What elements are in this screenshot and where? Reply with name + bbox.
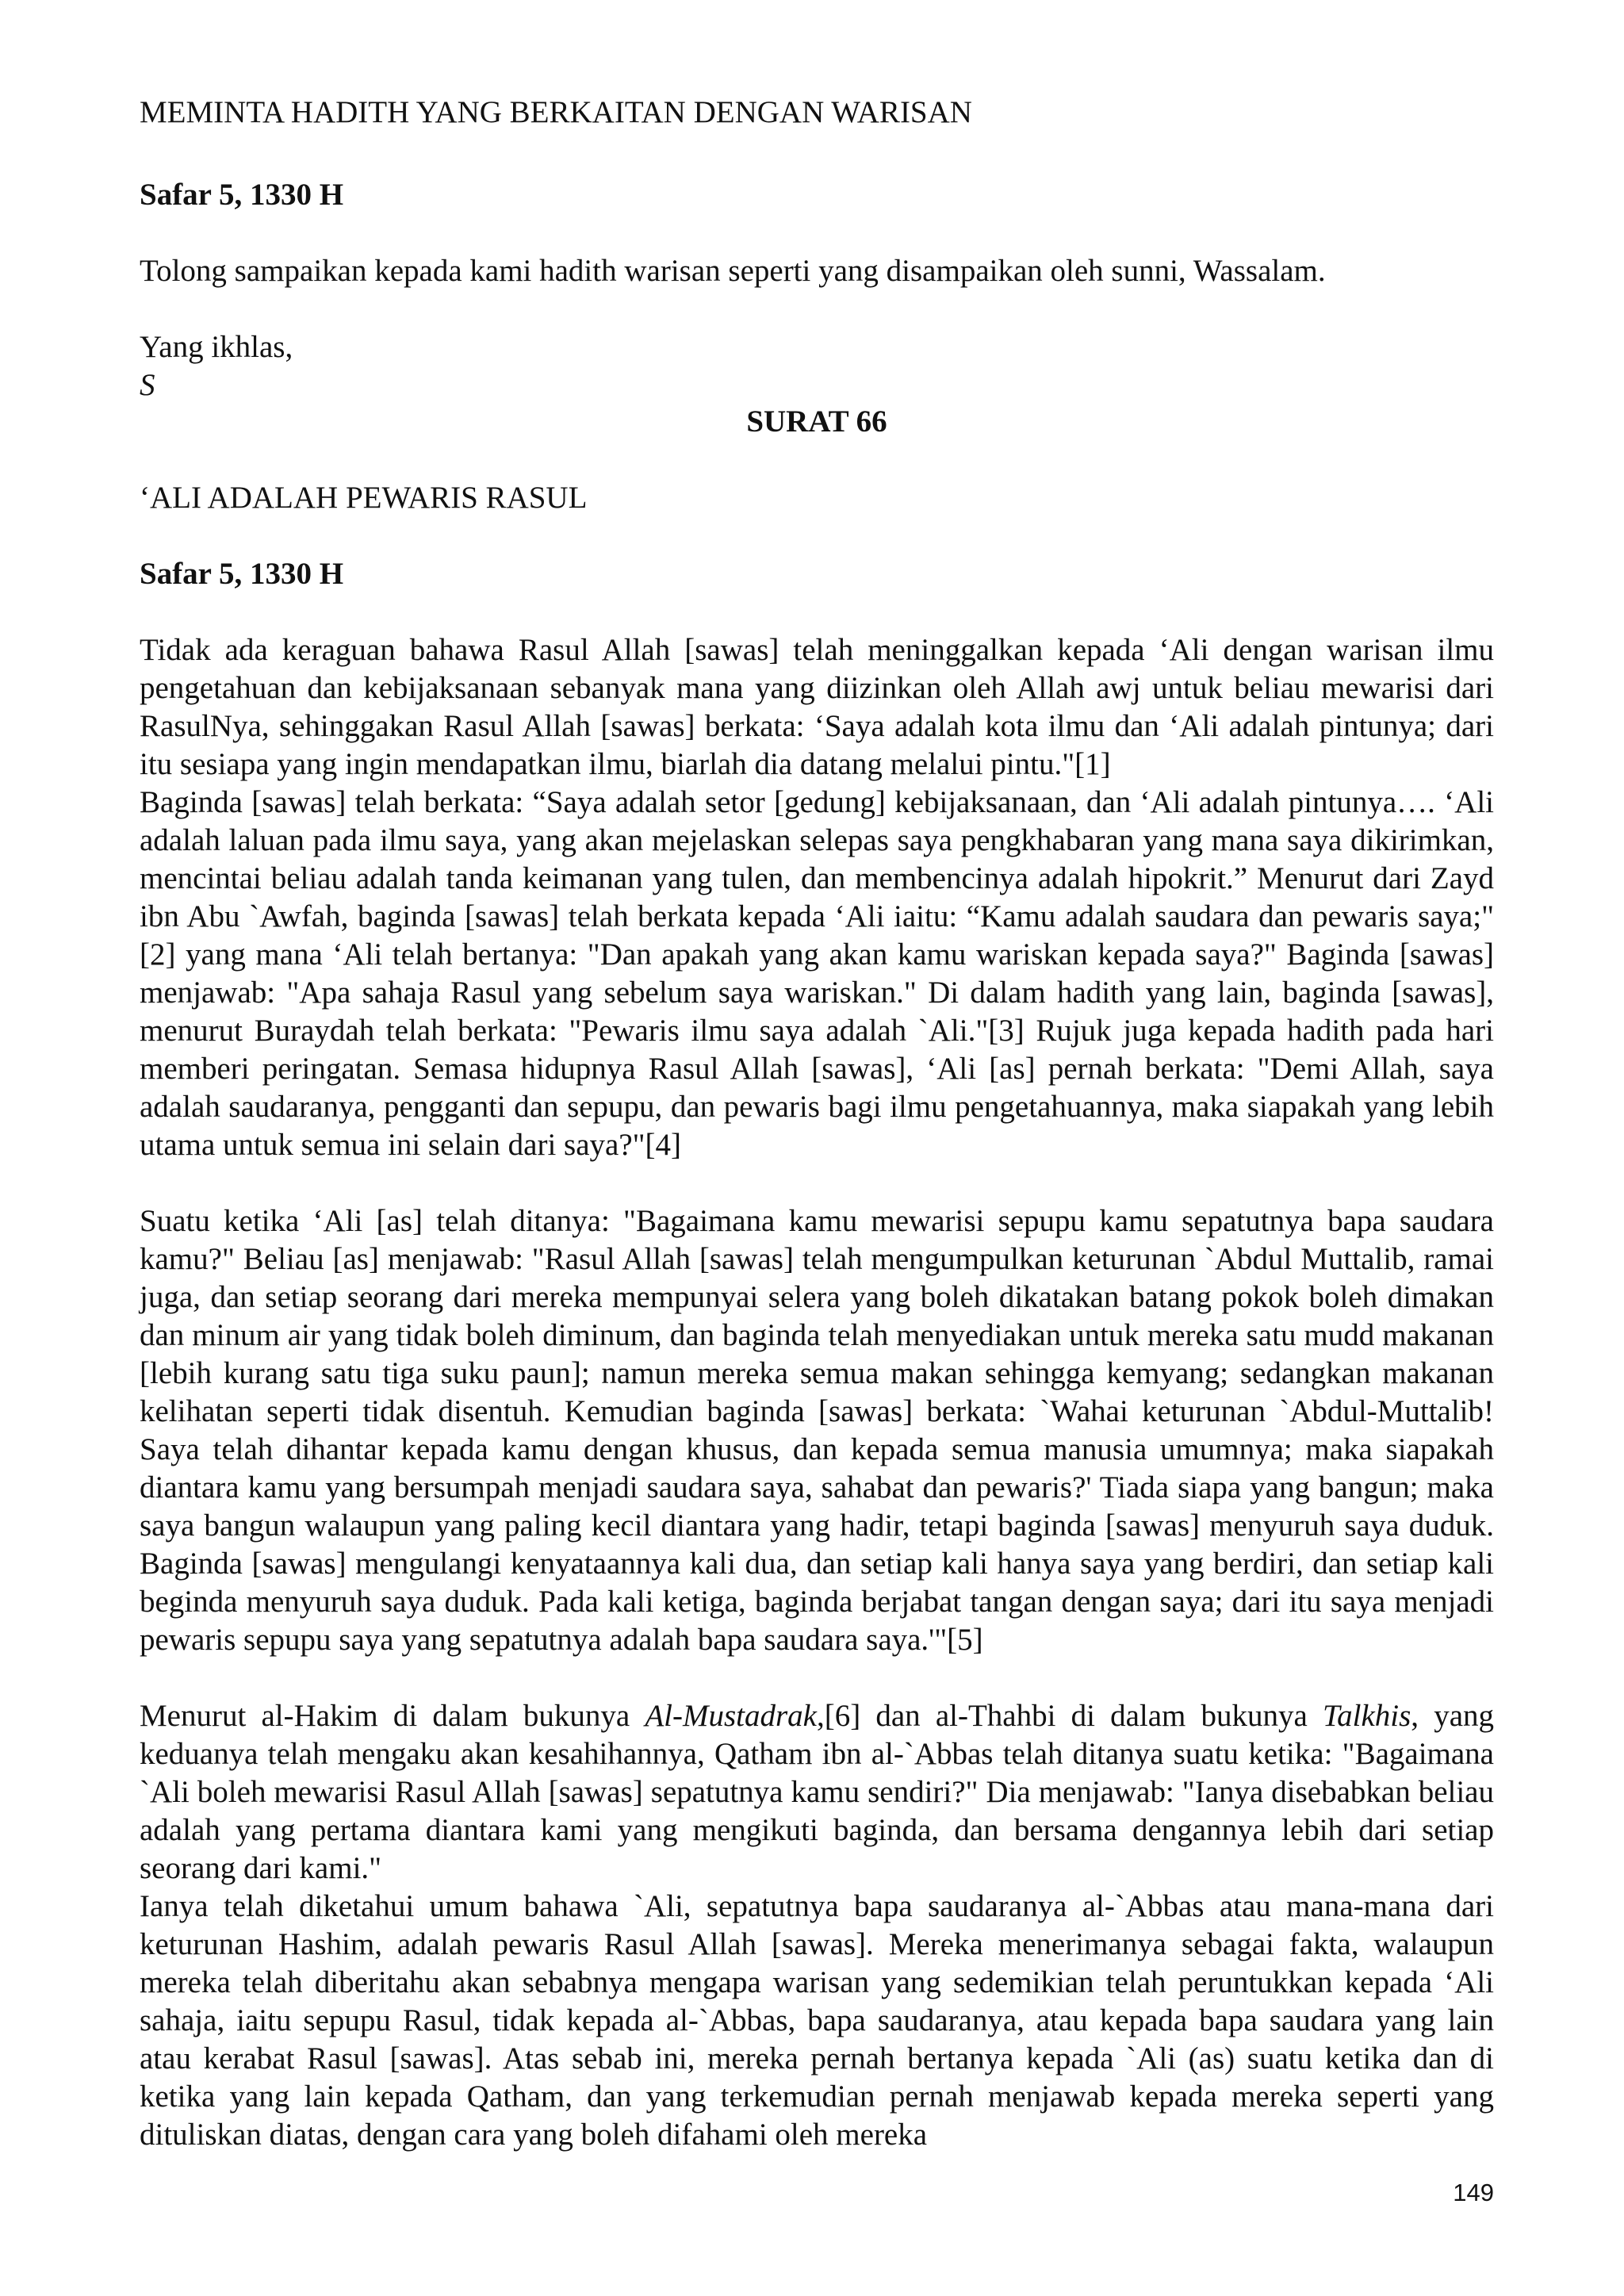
letter-65-title: MEMINTA HADITH YANG BERKAITAN DENGAN WARISAN <box>140 95 972 129</box>
paragraph-3: Suatu ketika ‘Ali [as] telah ditanya: "Bagaimana kamu mewarisi sepupu kamu sepatutnya bapa saudara kamu?" Beliau [as] menjawab: "Rasul Allah [sawas] telah mengumpulkan keturunan `Abdul Muttalib, ramai juga, dan setiap seorang dari mereka mempunyai selera yang boleh dikatakan batang pokok boleh dimakan dan minum air yang tidak boleh diminum, dan baginda telah menyediakan untuk mereka satu mudd makanan [lebih kurang satu tiga suku paun]; namun mereka semua makan sehingga kemyang; sedangkan makanan kelihatan seperti tidak disentuh. Kemudian baginda [sawas] berkata: `Wahai keturunan `Abdul-Muttalib! Saya telah dihantar kepada kamu dengan khusus, dan kepada semua manusia umumnya; maka siapakah diantara kamu yang bersumpah menjadi saudara saya, sahabat dan pewaris?' Tiada siapa yang bangun; maka saya bangun walaupun yang paling kecil diantara yang hadir, tetapi baginda [sawas] menyuruh saya duduk. Baginda [sawas] mengulangi kenyataannya kali dua, dan setiap kali hanya saya yang berdiri, dan setiap kali beginda menyuruh saya duduk. Pada kali ketiga, baginda berjabat tangan dengan saya; dari itu saya menjadi pewaris sepupu saya yang sepatutnya adalah bapa saudara saya.'"[5] <box>140 1204 1494 1657</box>
paragraph-5: Ianya telah diketahui umum bahawa `Ali, sepatutnya bapa saudaranya al-`Abbas atau mana-mana dari keturunan Hashim, adalah pewaris Rasul Allah [sawas]. Mereka menerimanya sebagai fakta, walaupun mereka telah diberitahu akan sebabnya mengapa warisan yang sedemikian telah peruntukkan kepada ‘Ali sahaja, iaitu sepupu Rasul, tidak kepada al-`Abbas, bapa saudaranya, atau kepada bapa saudara yang lain atau kerabat Rasul [sawas]. Atas sebab ini, mereka pernah bertanya kepada `Ali (as) suatu ketika dan di ketika yang lain kepada Qatham, dan yang terkemudian pernah menjawab kepada mereka seperti yang dituliskan diatas, dengan cara yang boleh difahami oleh mereka <box>140 1889 1494 2152</box>
letter-65-body: Tolong sampaikan kepada kami hadith warisan seperti yang disampaikan oleh sunni, Wassalam. <box>140 254 1326 288</box>
paragraph-4 <box>140 1697 1494 1888</box>
paragraph-1: Tidak ada keraguan bahawa Rasul Allah [sawas] telah meninggalkan kepada ‘Ali dengan warisan ilmu pengetahuan dan kebijaksanaan sebanyak mana yang diizinkan oleh Allah awj untuk beliau mewarisi dari RasulNya, sehinggakan Rasul Allah [sawas] berkata: ‘Saya adalah kota ilmu dan ‘Ali adalah pintunya; dari itu sesiapa yang ingin mendapatkan ilmu, biarlah dia datang melalui pintu."[1] <box>140 633 1494 781</box>
letter-65-signature: S <box>140 368 155 402</box>
letter-65-closing: Yang ikhlas, <box>140 330 293 364</box>
paragraph-4-text-2: ,[6] dan al-Thahbi di dalam bukunya <box>816 1699 1323 1733</box>
book-title-talkhis: Talkhis <box>1323 1699 1411 1733</box>
letter-66-heading: SURAT 66 <box>746 404 887 439</box>
paragraph-4-text-3: , yang keduanya telah mengaku akan kesahihannya, Qatham ibn al-`Abbas telah ditanya suatu ketika: "Bagaimana `Ali boleh mewarisi Rasul Allah [sawas] sepatutnya kamu sendiri?" Dia menjawab: "Ianya disebabkan beliau adalah yang pertama diantara kami yang mengikuti baginda, dan bersama dengannya lebih dari setiap seorang dari kami." <box>140 1699 1495 1885</box>
letter-65-date: Safar 5, 1330 H <box>140 178 344 212</box>
letter-66-date: Safar 5, 1330 H <box>140 557 344 591</box>
paragraph-4-text-1: Menurut al-Hakim di dalam bukunya <box>140 1699 645 1733</box>
book-title-al-mustadrak: Al-Mustadrak <box>645 1699 817 1733</box>
letter-66-title: ‘ALI ADALAH PEWARIS RASUL <box>140 481 588 515</box>
page-number: 149 <box>1453 2179 1494 2206</box>
paragraph-2: Baginda [sawas] telah berkata: “Saya adalah setor [gedung] kebijaksanaan, dan ‘Ali adalah pintunya…. ‘Ali adalah laluan pada ilmu saya, yang akan mejelaskan selepas saya pengkhabaran yang mana saya dikirimkan, mencintai beliau adalah tanda keimanan yang tulen, dan membencinya adalah hipokrit.” Menurut dari Zayd ibn Abu `Awfah, baginda [sawas] telah berkata kepada ‘Ali iaitu: “Kamu adalah saudara dan pewaris saya;"[2] yang mana ‘Ali telah bertanya: "Dan apakah yang akan kamu wariskan kepada saya?" Baginda [sawas] menjawab: "Apa sahaja Rasul yang sebelum saya wariskan." Di dalam hadith yang lain, baginda [sawas], menurut Buraydah telah berkata: "Pewaris ilmu saya adalah `Ali."[3] Rujuk juga kepada hadith pada hari memberi peringatan. Semasa hidupnya Rasul Allah [sawas], ‘Ali [as] pernah berkata: "Demi Allah, saya adalah saudaranya, pengganti dan sepupu, dan pewaris bagi ilmu pengetahuannya, maka siapakah yang lebih utama untuk semua ini selain dari saya?"[4] <box>140 785 1494 1162</box>
